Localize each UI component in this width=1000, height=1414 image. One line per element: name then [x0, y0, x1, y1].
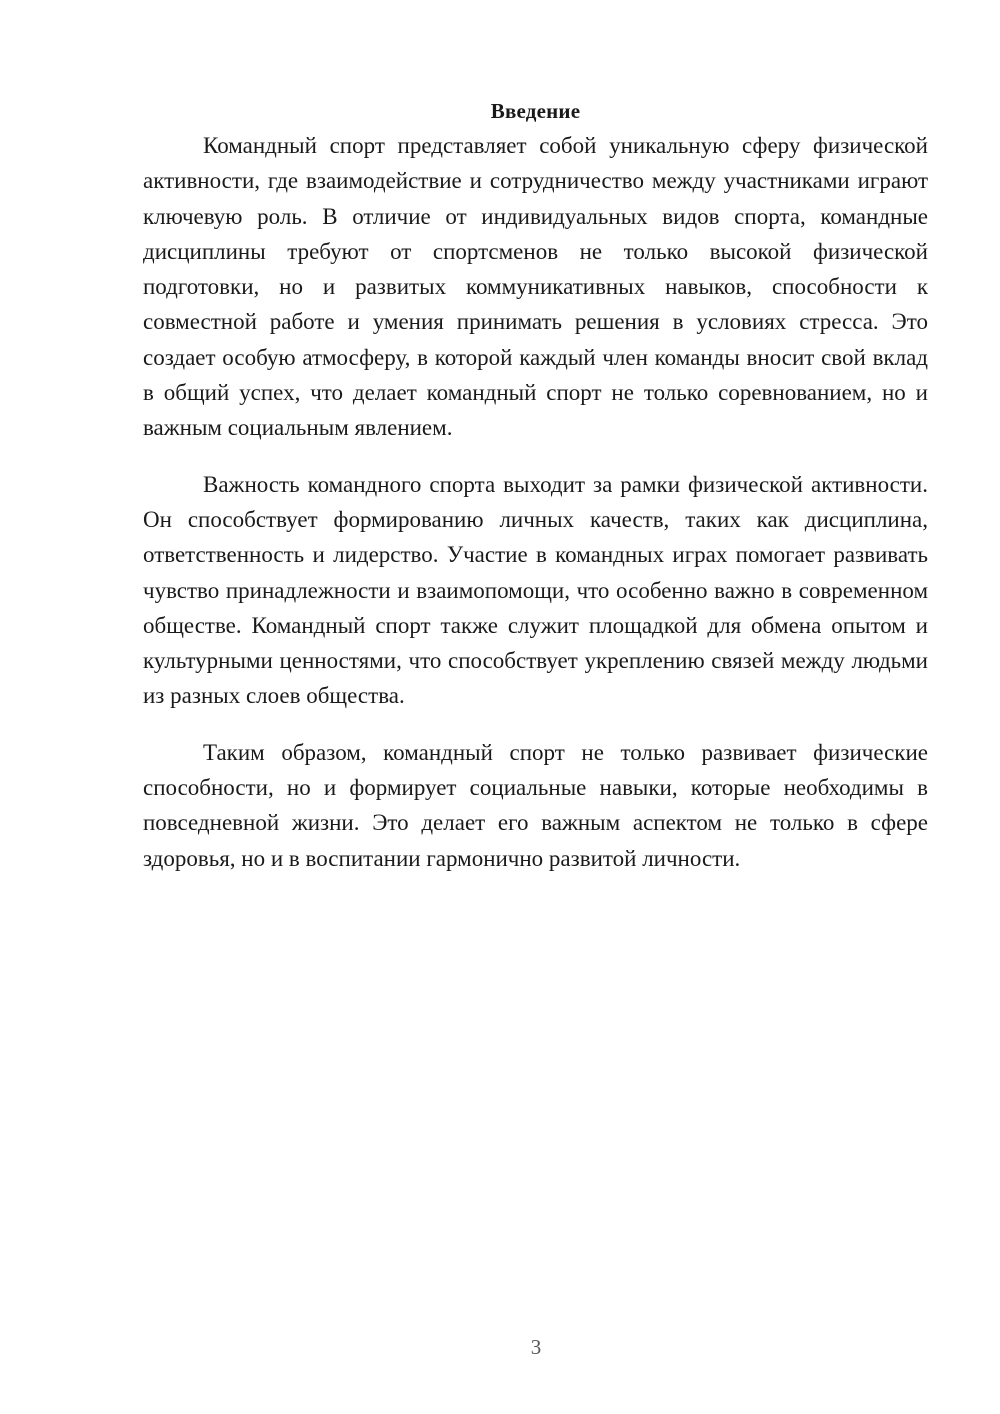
- paragraph-1: Командный спорт представляет собой уникальную сферу физической активности, где взаимодействие и сотрудничество между участниками играют ключевую роль. В отличие от индивидуальных видов спорта, командные дисциплины требуют от спортсменов не только высокой физической подготовки, но и развитых коммуникативных навыков, способности к совместной работе и умения принимать решения в условиях стресса. Это создает особую атмосферу, в которой каждый член команды вносит свой вклад в общий успех, что делает командный спорт не только соревнованием, но и важным социальным явлением.: [143, 133, 928, 441]
- page-number: 3: [530, 1335, 542, 1359]
- paragraph-3: Таким образом, командный спорт не только развивает физические способности, но и формирует социальные навыки, которые необходимы в повседневной жизни. Это делает его важным аспектом не только в сфере здоровья, но и в воспитании гармонично развитой личности.: [143, 739, 928, 871]
- page-content: [143, 94, 928, 876]
- section-title: Введение: [490, 99, 581, 123]
- paragraph-2: Важность командного спорта выходит за рамки физической активности. Он способствует формированию личных качеств, таких как дисциплина, ответственность и лидерство. Участие в командных играх помогает развивать чувство принадлежности и взаимопомощи, что особенно важно в современном обществе. Командный спорт также служит площадкой для обмена опытом и культурными ценностями, что способствует укреплению связей между людьми из разных слоев общества.: [143, 471, 928, 709]
